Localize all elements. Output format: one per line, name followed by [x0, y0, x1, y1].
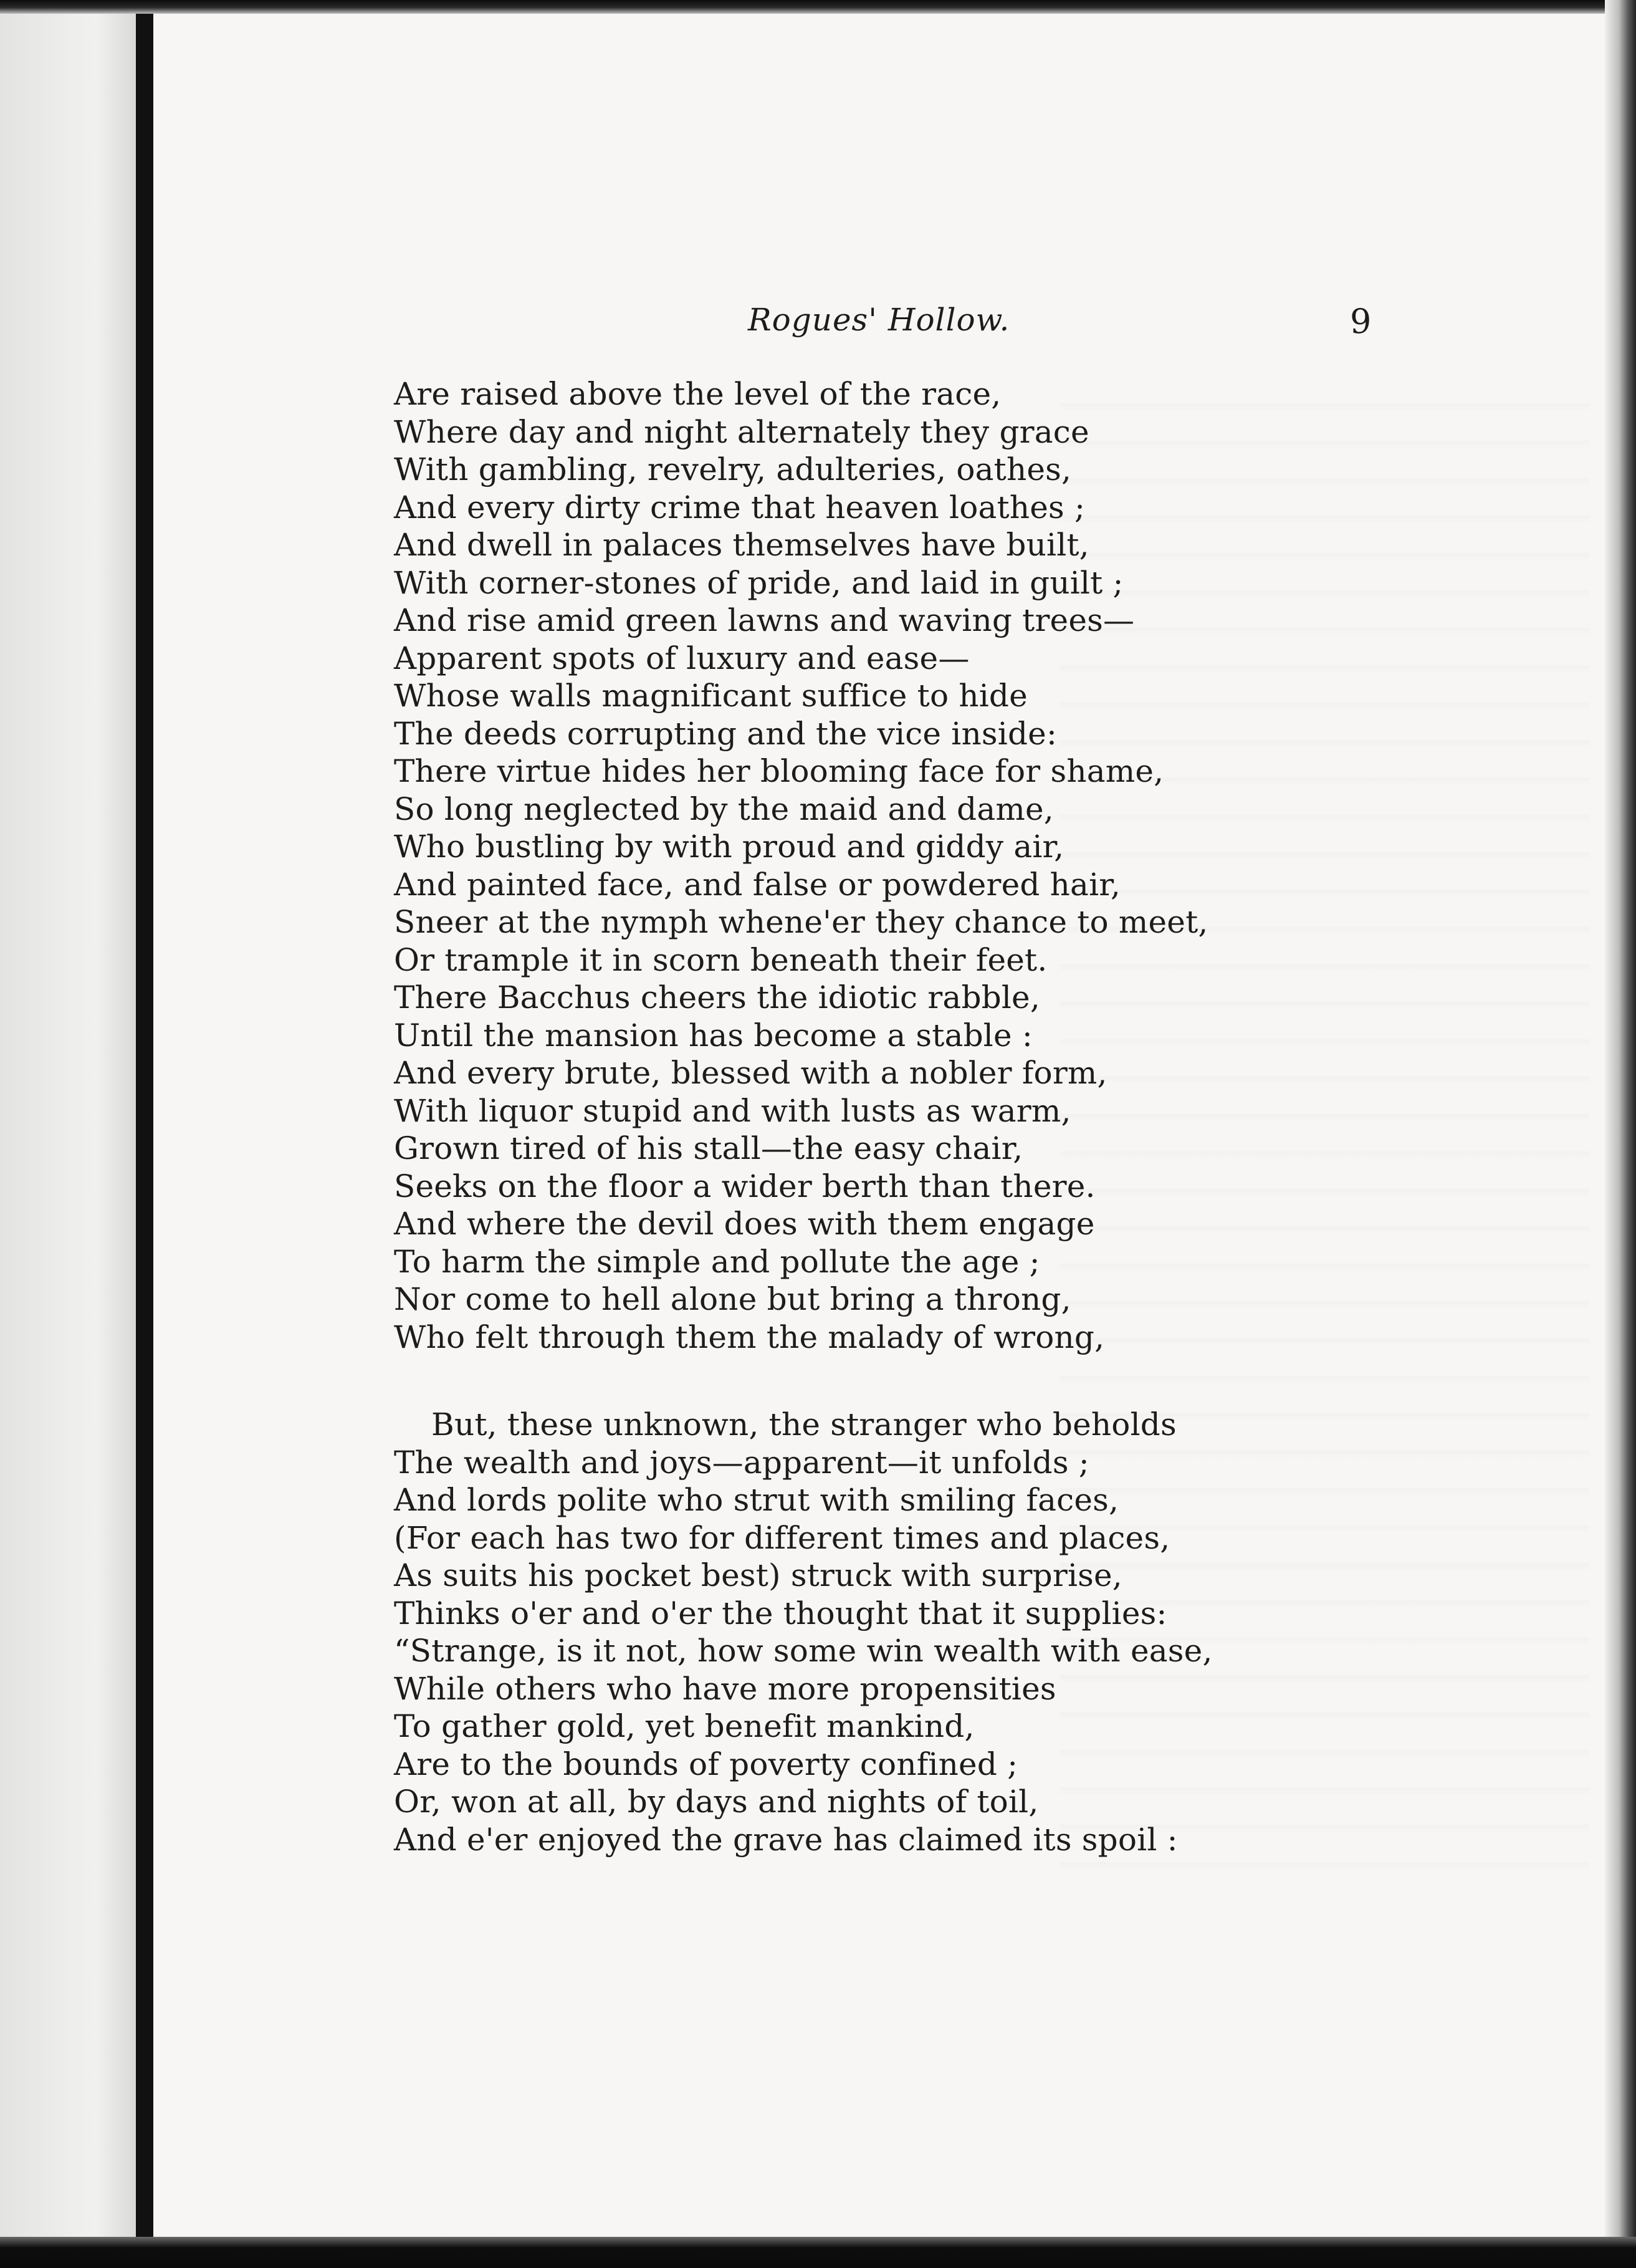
- verse-line: Grown tired of his stall—the easy chair,: [394, 1130, 1023, 1166]
- verse-line: Thinks o'er and o'er the thought that it supplies:: [394, 1595, 1167, 1631]
- verse-line: And painted face, and false or powdered hair,: [394, 866, 1121, 903]
- verse-line: Nor come to hell alone but bring a throng,: [394, 1281, 1071, 1317]
- verse-line: (For each has two for different times and places,: [394, 1519, 1170, 1556]
- verse-line: And e'er enjoyed the grave has claimed its spoil :: [394, 1821, 1178, 1858]
- running-head: Rogues' Hollow.: [748, 302, 1010, 338]
- verse-line: And every dirty crime that heaven loathes ;: [394, 489, 1086, 526]
- verse-line: As suits his pocket best) struck with surprise,: [394, 1557, 1122, 1593]
- verse-line: To harm the simple and pollute the age ;: [394, 1243, 1040, 1280]
- verse-line: Until the mansion has become a stable :: [394, 1017, 1033, 1054]
- verse-line: With gambling, revelry, adulteries, oathes,: [394, 451, 1072, 488]
- verse-line: And dwell in palaces themselves have built,: [394, 527, 1089, 563]
- verse-line: And lords polite who strut with smiling faces,: [394, 1482, 1119, 1518]
- verse-line: Who bustling by with proud and giddy air,: [394, 829, 1064, 865]
- verse-line: “Strange, is it not, how some win wealth with ease,: [394, 1633, 1213, 1669]
- verse-line: With corner-stones of pride, and laid in guilt ;: [394, 564, 1124, 601]
- verse-line: And where the devil does with them engage: [394, 1206, 1095, 1242]
- verse-line: To gather gold, yet benefit mankind,: [394, 1708, 975, 1744]
- verse-line: The wealth and joys—apparent—it unfolds ;: [394, 1444, 1089, 1481]
- verse-line: There Bacchus cheers the idiotic rabble,: [394, 979, 1040, 1016]
- verse-line: Or trample it in scorn beneath their feet.: [394, 941, 1048, 978]
- verse-line: Whose walls magnificant suffice to hide: [394, 678, 1028, 714]
- verse-line: And rise amid green lawns and waving trees—: [394, 602, 1135, 638]
- verse-line: Apparent spots of luxury and ease—: [394, 640, 970, 676]
- verse-line: Who felt through them the malady of wrong,: [394, 1319, 1105, 1355]
- verse-line: With liquor stupid and with lusts as warm,: [394, 1092, 1071, 1129]
- verse-line: Seeks on the floor a wider berth than there.: [394, 1168, 1096, 1204]
- stanza-1: [394, 375, 1453, 1356]
- stanza-2: [394, 1406, 1453, 1858]
- verse-line: So long neglected by the maid and dame,: [394, 790, 1054, 827]
- verse-line: There virtue hides her blooming face for shame,: [394, 753, 1164, 789]
- verse-line: And every brute, blessed with a nobler form,: [394, 1055, 1107, 1091]
- poem-text: [394, 375, 1453, 1858]
- verse-line: Or, won at all, by days and nights of toil,: [394, 1784, 1039, 1820]
- page-number: 9: [1350, 302, 1372, 341]
- verse-line: Where day and night alternately they grace: [394, 413, 1089, 450]
- verse-line: Sneer at the nymph whene'er they chance to meet,: [394, 904, 1208, 940]
- verse-line: Are to the bounds of poverty confined ;: [394, 1746, 1018, 1782]
- verse-line-indented: But, these unknown, the stranger who beholds: [431, 1406, 1177, 1443]
- verse-line: Are raised above the level of the race,: [394, 376, 1002, 412]
- verse-line: While others who have more propensities: [394, 1670, 1056, 1707]
- verse-line: The deeds corrupting and the vice inside:: [394, 715, 1057, 752]
